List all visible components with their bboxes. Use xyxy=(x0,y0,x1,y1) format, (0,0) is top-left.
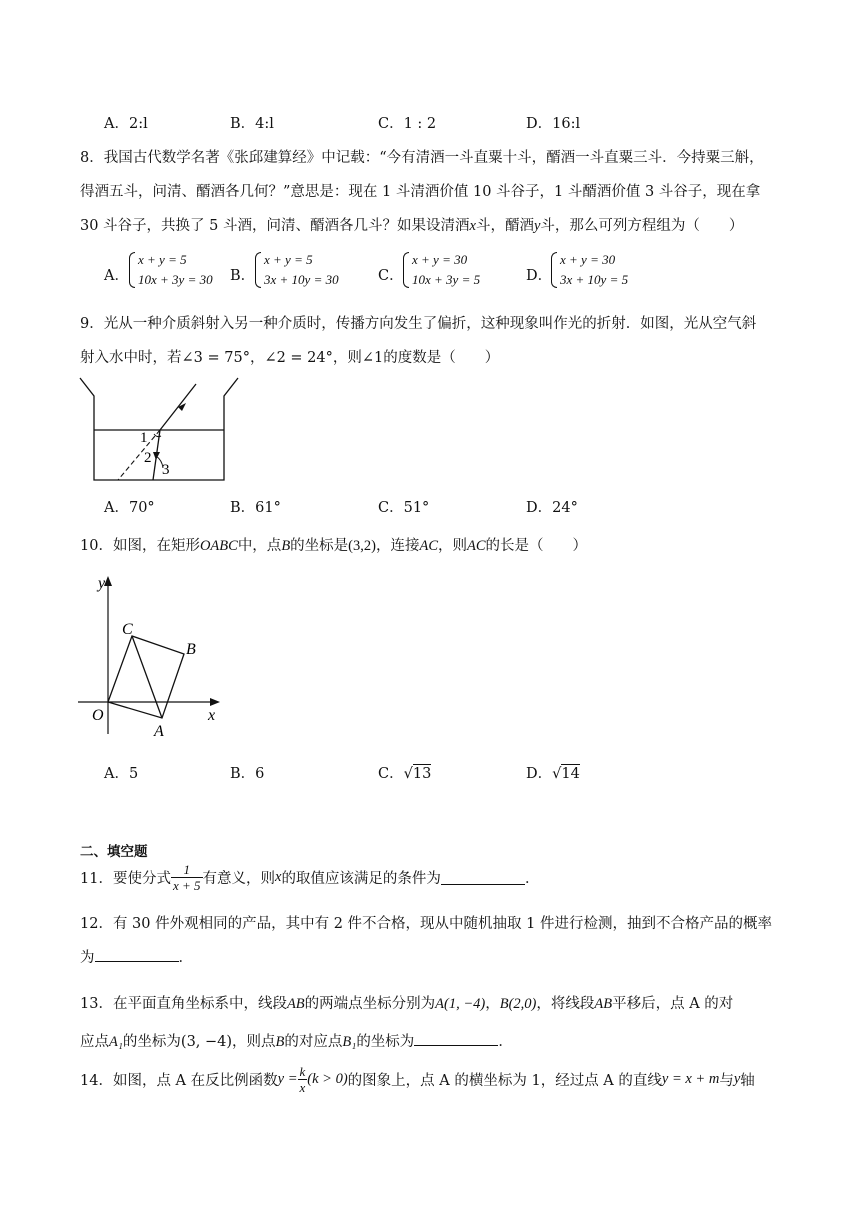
q10-option-d: D．√14 xyxy=(526,766,580,782)
q7-option-d: D．16:l xyxy=(526,116,581,132)
q13-line-2: 应点A₁的坐标为(3, −4)，则点B的对应点B₁的坐标为 ． xyxy=(80,1030,513,1051)
refraction-figure xyxy=(76,374,246,486)
q10-stem: 10．如图，在矩形OABC中，点B的坐标是(3,2)，连接AC，则AC的长是（ ） xyxy=(80,538,588,554)
q8-line-1: 8．我国古代数学名著《张邱建算经》中记载：“今有清酒一斗直粟十斗，醑酒一斗直粟三斗．今持粟三斛， xyxy=(80,150,764,166)
q12-line-1: 12．有 30 件外观相同的产品，其中有 2 件不合格，现从中随机抽取 1 件进行检测，抽到不合格产品的概率 xyxy=(80,916,773,932)
point-label-o: O xyxy=(92,707,104,724)
q9-option-d: D．24° xyxy=(526,500,578,516)
q7-option-c: C．1 : 2 xyxy=(378,116,437,132)
q9-option-b: B．61° xyxy=(230,500,281,516)
point-label-a: A xyxy=(154,723,164,740)
q8-line-2: 得酒五斗，问清、醑酒各几何？”意思是：现在 1 斗清酒价值 10 斗谷子，1 斗醑酒价值 3 斗谷子，现在拿 xyxy=(80,184,761,200)
rectangle-coordinate-figure xyxy=(76,570,236,742)
q8-option-a: A． x + y = 5 10x + 3y = 30 xyxy=(104,262,129,283)
answer-blank xyxy=(95,947,179,962)
q7-option-a: A．2:l xyxy=(104,116,148,132)
q9-line-1: 9．光从一种介质斜射入另一种介质时，传播方向发生了偏折，这种现象叫作光的折射．如图，光从空气斜 xyxy=(80,316,757,332)
angle-label-3: 3 xyxy=(162,462,170,478)
section-title: 二、填空题 xyxy=(80,844,148,860)
answer-blank xyxy=(441,870,525,885)
q7-option-b: B．4:l xyxy=(230,116,274,132)
q11-line: 11．要使分式 $\frac{1}{x + 5}$ 有意义，则x的取值应该满足的条件为 ． xyxy=(80,862,540,893)
q8-option-b: B． x + y = 5 3x + 10y = 30 xyxy=(230,262,255,283)
q9-line-2: 射入水中时，若∠3 = 75°，∠2 = 24°，则∠1的度数是（ ） xyxy=(80,350,500,366)
q10-option-a: A．5 xyxy=(104,766,139,782)
point-label-b: B xyxy=(186,641,196,658)
q10-option-b: B．6 xyxy=(230,766,265,782)
q9-option-c: C．51° xyxy=(378,500,430,516)
axis-label-y: y xyxy=(98,575,106,592)
axis-label-x: x xyxy=(208,707,216,724)
point-label-c: C xyxy=(122,621,133,638)
q9-option-a: A．70° xyxy=(104,500,155,516)
q12-line-2: 为 ． xyxy=(80,946,193,967)
q10-option-c: C．√13 xyxy=(378,766,432,782)
q8-line-3: 30 斗谷子，共换了 5 斗酒，问清、醑酒各几斗？如果设清酒x斗，醑酒y斗，那么可列方程组为（ ） xyxy=(80,218,744,234)
angle-label-2: 2 xyxy=(144,450,152,466)
q8-option-d: D． x + y = 30 3x + 10y = 5 xyxy=(526,262,552,283)
q8-option-c: C． x + y = 30 10x + 3y = 5 xyxy=(378,262,404,283)
q11-fraction: $\frac{1}{x + 5}$ xyxy=(172,862,201,893)
answer-blank xyxy=(414,1031,498,1046)
q14-line: 14．如图，点 A 在反比例函数y = $\frac{k}{x}$ (k > 0)的图象上，点 A 的横坐标为 1，经过点 A 的直线y = x + m与y轴 xyxy=(80,1064,755,1095)
angle-label-1: 1 xyxy=(140,430,148,446)
q13-line-1: 13．在平面直角坐标系中，线段AB的两端点坐标分别为A(1, −4)，B(2,0)，将线段AB平移后，点 A 的对 xyxy=(80,996,734,1012)
q14-fraction: $\frac{k}{x}$ xyxy=(299,1064,306,1095)
